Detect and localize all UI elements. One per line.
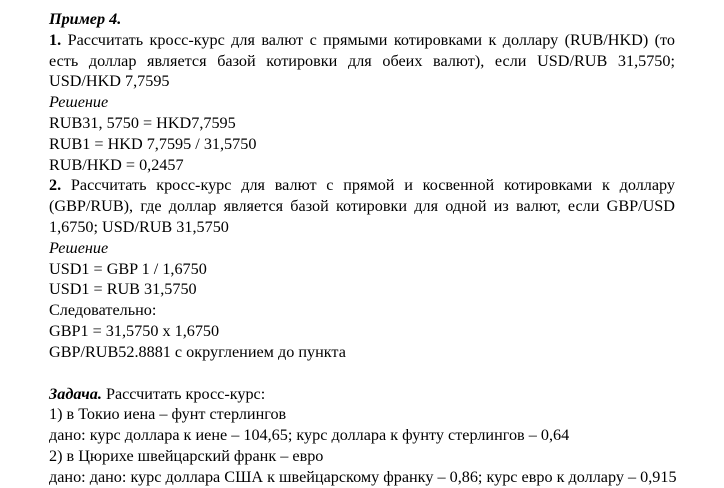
task2-line3: 1,6750; USD/RUB 31,5750 [49, 217, 229, 236]
problem-item: дано: дано: курс доллара США к швейцарскому франку – 0,86; курс евро к доллару – 0,915 [49, 467, 677, 486]
problem-item: дано: курс доллара к иене – 104,65; курс доллара к фунту стерлингов – 0,64 [49, 426, 570, 445]
task2-step: Следовательно: [49, 301, 157, 320]
task1-step: RUB31, 5750 = HKD7,7595 [49, 113, 236, 132]
task2-step: USD1 = GBP 1 / 1,6750 [49, 259, 207, 278]
example-title: Пример 4. [49, 10, 122, 28]
problem-item: 1) в Токио иена – фунт стерлингов [49, 405, 287, 424]
task1-text-1: Рассчитать кросс-курс для валют с прямыми котировками к доллару (RUB/HKD) (то [67, 30, 675, 49]
task2-solution-label: Решение [49, 238, 109, 257]
blank-line [49, 363, 675, 384]
problem-label: Задача. [49, 384, 102, 403]
task1-step: RUB1 = HKD 7,7595 / 31,5750 [49, 134, 257, 153]
task2-step: GBP/RUB52.8881 с округлением до пункта [49, 342, 346, 361]
task1-step: RUB/HKD = 0,2457 [49, 155, 184, 174]
document-body [49, 9, 675, 488]
task2-step: GBP1 = 31,5750 x 1,6750 [49, 321, 220, 340]
task1-solution-label: Решение [49, 93, 109, 112]
task2-step: USD1 = RUB 31,5750 [49, 280, 197, 299]
task1-line1 [49, 30, 675, 51]
task2-text-1: Рассчитать кросс-курс для валют с прямой и косвенной котировками к доллару [70, 176, 676, 195]
task2-line1 [49, 175, 675, 196]
problem-intro: Рассчитать кросс-курс: [105, 384, 266, 403]
problem-heading [49, 384, 675, 405]
problem-item: 2) в Цюрихе швейцарский франк – евро [49, 446, 324, 465]
task1-line2: есть доллар является базой котировки для обеих валют), если USD/RUB 31,5750; [49, 51, 675, 70]
task2-number: 2. [49, 176, 62, 195]
task1-line3: USD/HKD 7,7595 [49, 72, 170, 91]
task1-number: 1. [49, 30, 62, 49]
task2-line2: (GBP/RUB), где доллар является базой котировки для одной из валют, если GBP/USD [49, 197, 675, 216]
